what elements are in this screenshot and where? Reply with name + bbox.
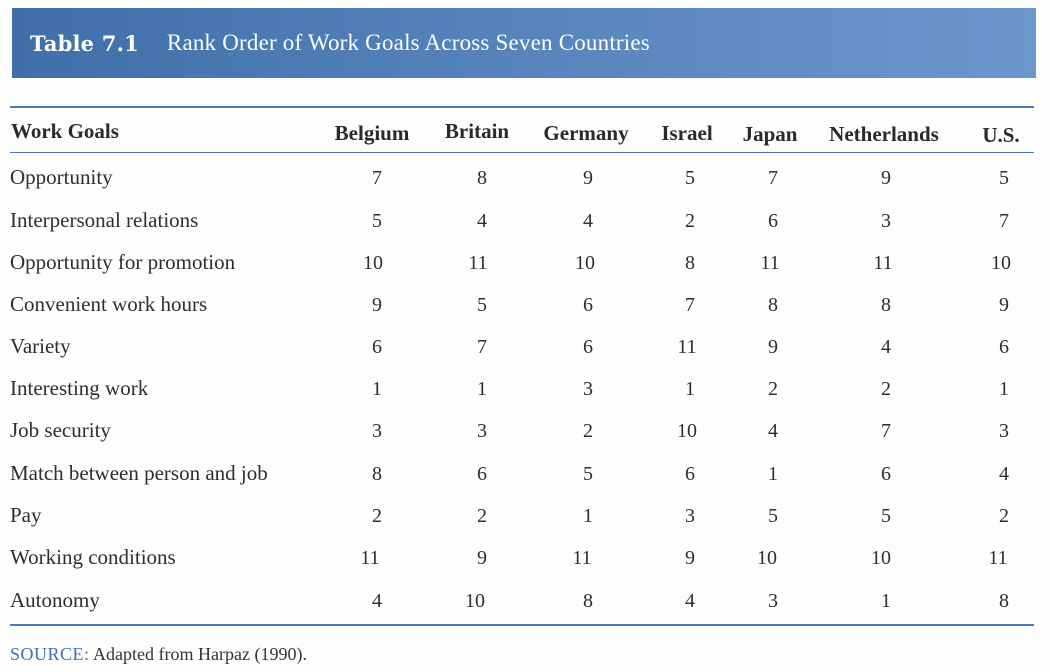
- row-goal: Interesting work: [10, 376, 149, 400]
- cell-germany: 10: [575, 252, 595, 274]
- column-header-work-goals: Work Goals: [11, 119, 119, 143]
- cell-israel: 4: [685, 590, 695, 612]
- column-header-britain: Britain: [444, 119, 510, 143]
- cell-netherlands: 11: [873, 252, 893, 274]
- cell-netherlands: 6: [881, 463, 891, 485]
- row-goal: Variety: [10, 334, 71, 358]
- cell-israel: 8: [685, 252, 695, 274]
- source-text: Adapted from Harpaz (1990).: [89, 644, 307, 664]
- table-header-rule: [10, 152, 1034, 153]
- cell-netherlands: 1: [881, 590, 891, 612]
- cell-belgium: 9: [372, 294, 382, 316]
- column-header-japan: Japan: [742, 122, 798, 146]
- cell-germany: 9: [583, 167, 593, 189]
- cell-britain: 5: [477, 294, 487, 316]
- cell-israel: 10: [677, 420, 697, 442]
- cell-belgium: 11: [360, 547, 380, 569]
- cell-britain: 2: [477, 505, 487, 527]
- column-header-germany: Germany: [543, 121, 629, 145]
- table-row: [0, 503, 1050, 543]
- table-row: [0, 376, 1050, 416]
- row-goal: Opportunity for promotion: [10, 250, 236, 274]
- cell-britain: 1: [477, 378, 487, 400]
- column-header-us: U.S.: [982, 123, 1020, 147]
- cell-belgium: 10: [363, 252, 383, 274]
- cell-britain: 3: [477, 420, 487, 442]
- cell-germany: 6: [583, 294, 593, 316]
- cell-netherlands: 7: [881, 420, 891, 442]
- cell-germany: 4: [583, 210, 593, 232]
- cell-netherlands: 10: [871, 547, 891, 569]
- cell-germany: 3: [583, 378, 593, 400]
- cell-japan: 5: [768, 505, 778, 527]
- cell-japan: 2: [768, 378, 778, 400]
- cell-us: 10: [991, 252, 1011, 274]
- cell-britain: 11: [468, 252, 488, 274]
- cell-us: 2: [999, 505, 1009, 527]
- cell-belgium: 3: [372, 420, 382, 442]
- cell-belgium: 7: [372, 167, 382, 189]
- row-goal: Job security: [10, 418, 111, 442]
- row-goal: Convenient work hours: [10, 292, 208, 316]
- cell-japan: 9: [768, 336, 778, 358]
- cell-japan: 3: [768, 590, 778, 612]
- row-goal: Match between person and job: [10, 461, 268, 485]
- cell-israel: 2: [685, 210, 695, 232]
- cell-belgium: 5: [372, 210, 382, 232]
- cell-netherlands: 5: [881, 505, 891, 527]
- cell-belgium: 2: [372, 505, 382, 527]
- table-row: [0, 418, 1050, 458]
- cell-belgium: 6: [372, 336, 382, 358]
- table-row: [0, 208, 1050, 248]
- cell-us: 4: [999, 463, 1009, 485]
- cell-germany: 2: [583, 420, 593, 442]
- cell-germany: 6: [583, 336, 593, 358]
- cell-us: 11: [988, 547, 1008, 569]
- cell-netherlands: 3: [881, 210, 891, 232]
- cell-japan: 8: [768, 294, 778, 316]
- table-row: [0, 292, 1050, 332]
- row-goal: Autonomy: [10, 588, 100, 612]
- table-title-banner: [12, 8, 1036, 78]
- cell-us: 3: [999, 420, 1009, 442]
- cell-israel: 11: [677, 336, 697, 358]
- cell-japan: 7: [768, 167, 778, 189]
- table-bottom-rule: [10, 624, 1034, 626]
- table-top-rule: [10, 106, 1034, 108]
- cell-britain: 10: [465, 590, 485, 612]
- cell-britain: 7: [477, 336, 487, 358]
- source-note: [10, 644, 307, 665]
- cell-japan: 10: [757, 547, 777, 569]
- cell-germany: 8: [583, 590, 593, 612]
- table-row: [0, 165, 1050, 205]
- cell-israel: 3: [685, 505, 695, 527]
- cell-netherlands: 4: [881, 336, 891, 358]
- row-goal: Interpersonal relations: [10, 208, 199, 232]
- row-goal: Pay: [10, 503, 42, 527]
- table-row: [0, 250, 1050, 290]
- source-label: SOURCE:: [10, 644, 90, 664]
- cell-us: 8: [999, 590, 1009, 612]
- cell-us: 6: [999, 336, 1009, 358]
- cell-israel: 9: [685, 547, 695, 569]
- table-title: Rank Order of Work Goals Across Seven Countries: [166, 30, 650, 55]
- cell-germany: 5: [583, 463, 593, 485]
- cell-israel: 7: [685, 294, 695, 316]
- cell-britain: 9: [477, 547, 487, 569]
- cell-israel: 6: [685, 463, 695, 485]
- cell-germany: 1: [583, 505, 593, 527]
- row-goal: Opportunity: [10, 165, 113, 189]
- cell-britain: 8: [477, 167, 487, 189]
- column-header-netherlands: Netherlands: [829, 122, 939, 146]
- table-row: [0, 588, 1050, 628]
- cell-germany: 11: [572, 547, 592, 569]
- cell-belgium: 4: [372, 590, 382, 612]
- table-number: Table 7.1: [30, 30, 139, 56]
- cell-belgium: 1: [372, 378, 382, 400]
- cell-netherlands: 2: [881, 378, 891, 400]
- cell-us: 7: [999, 210, 1009, 232]
- cell-us: 1: [999, 378, 1009, 400]
- cell-belgium: 8: [372, 463, 382, 485]
- cell-japan: 4: [768, 420, 778, 442]
- table-row: [0, 334, 1050, 374]
- cell-netherlands: 9: [881, 167, 891, 189]
- table-row: [0, 545, 1050, 585]
- cell-israel: 1: [685, 378, 695, 400]
- cell-us: 9: [999, 294, 1009, 316]
- cell-japan: 11: [760, 252, 780, 274]
- cell-britain: 4: [477, 210, 487, 232]
- table-row: [0, 461, 1050, 501]
- column-header-israel: Israel: [661, 121, 713, 145]
- column-header-belgium: Belgium: [334, 121, 410, 145]
- cell-japan: 6: [768, 210, 778, 232]
- cell-britain: 6: [477, 463, 487, 485]
- cell-netherlands: 8: [881, 294, 891, 316]
- cell-us: 5: [999, 167, 1009, 189]
- cell-japan: 1: [768, 463, 778, 485]
- cell-israel: 5: [685, 167, 695, 189]
- row-goal: Working conditions: [10, 545, 176, 569]
